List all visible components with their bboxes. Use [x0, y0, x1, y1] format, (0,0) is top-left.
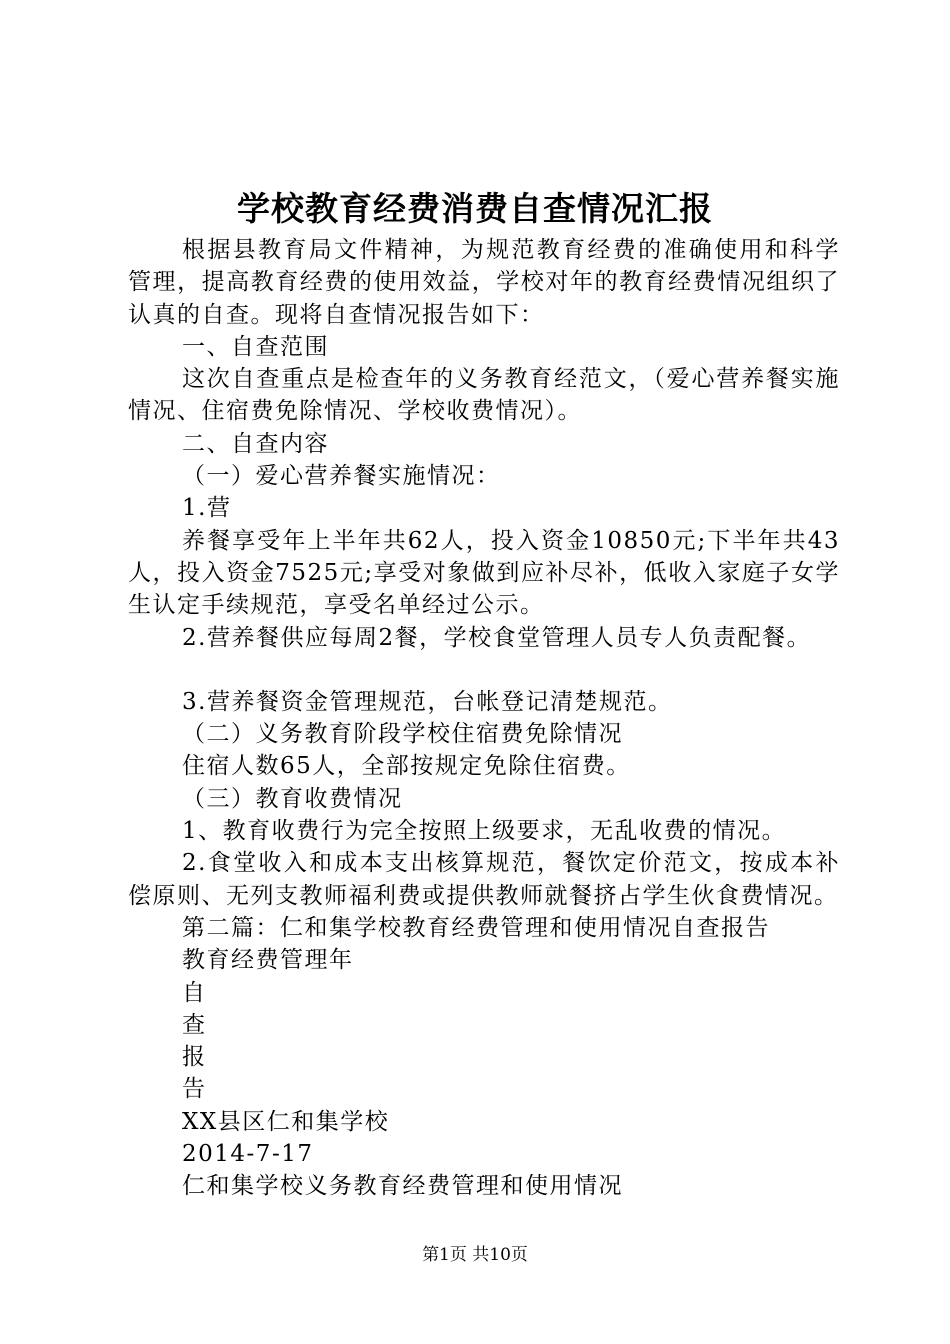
paragraph-intro: 根据县教育局文件精神，为规范教育经费的准确使用和科学管理，提高教育经费的使用效益，学校对年的教育经费情况组织了认真的自查。现将自查情况报告如下：: [128, 237, 840, 328]
paragraph-nutrition-detail: 养餐享受年上半年共62人，投入资金10850元;下半年共43人，投入资金7525元;享受对象做到应补尽补，低收入家庭子女学生认定手续规范，享受名单经过公示。: [128, 527, 840, 619]
page-number-footer: 第1页 共10页: [422, 1245, 528, 1265]
report-school-name: XX县区仁和集学校: [182, 1108, 390, 1135]
fees-item-1: 1、教育收费行为完全按照上级要求，无乱收费的情况。: [182, 818, 787, 845]
paragraph-scope: 这次自查重点是检查年的义务教育经范文，（爱心营养餐实施情况、住宿费免除情况、学校收费情况）。: [128, 366, 840, 425]
report-cover-char-4: 告: [182, 1076, 207, 1103]
report-cover-line-1: 教育经费管理年: [182, 947, 354, 974]
report-date: 2014-7-17: [182, 1141, 314, 1168]
list-item-3: 3.营养餐资金管理规范，台帐登记清楚规范。: [182, 688, 673, 715]
subheading-nutrition: （一）爱心营养餐实施情况：: [182, 463, 501, 490]
list-item-1-fragment: 1.营: [182, 495, 232, 522]
report-cover-char-2: 查: [182, 1011, 207, 1038]
report-cover-char-3: 报: [182, 1044, 207, 1071]
list-item-2: 2.营养餐供应每周2餐，学校食堂管理人员专人负责配餐。: [182, 624, 812, 651]
document-body: [128, 234, 840, 1203]
document-title: 学校教育经费消费自查情况汇报: [237, 189, 713, 228]
report-cover-char-1: 自: [182, 979, 207, 1006]
subheading-fees: （三）教育收费情况: [182, 785, 403, 812]
heading-content: 二、自查内容: [182, 430, 329, 457]
report-subtitle: 仁和集学校义务教育经费管理和使用情况: [182, 1173, 623, 1200]
heading-scope: 一、自查范围: [182, 333, 329, 360]
paragraph-accommodation: 住宿人数65人，全部按规定免除住宿费。: [182, 753, 631, 780]
fees-item-2: 2.食堂收入和成本支出核算规范，餐饮定价范文，按成本补偿原则、无列支教师福利费或提供教师就餐挤占学生伙食费情况。: [128, 850, 840, 909]
second-article-title: 第二篇：仁和集学校教育经费管理和使用情况自查报告: [182, 914, 770, 941]
subheading-accommodation: （二）义务教育阶段学校住宿费免除情况: [182, 721, 623, 748]
